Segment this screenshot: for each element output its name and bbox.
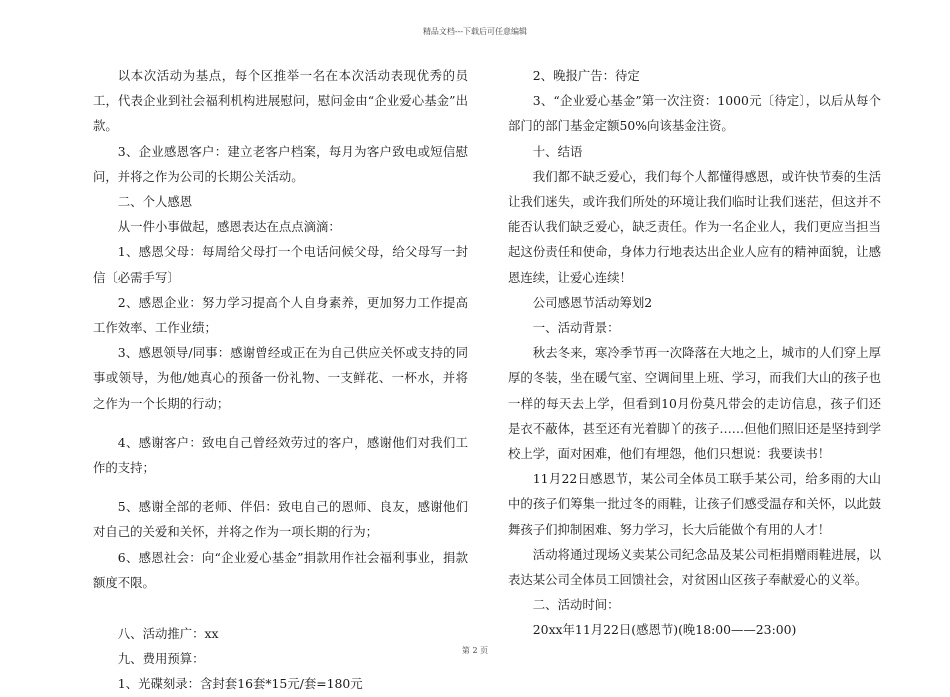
list-item: 1、光碟刻录：含封套16套*15元/套=180元 [117,676,363,692]
list-item: 5、感谢全部的老师、伴侣：致电自己的恩师、良友，感谢他们对自己的关爱和关怀，并将之作为一项长期的行为； [93,499,468,540]
left-column [93,63,468,697]
section-heading: 一、活动背景： [532,320,620,336]
section-heading: 九、费用预算： [117,651,205,667]
paragraph: 以本次活动为基点，每个区推举一名在本次活动表现优秀的员工，代表企业到社会福利机构进展慰问，慰问金由“企业爱心基金”出款。 [93,68,468,134]
paragraph: 秋去冬来，寒冷季节再一次降落在大地之上，城市的人们穿上厚厚的冬装，坐在暖气室、空调间里上班、学习，而我们大山的孩子也一样的每天去上学，但看到10月份莫凡带会的走访信息，孩子们还是衣不蔽体，甚至还有光着脚丫的孩子……但他们照旧还是坚持到学校上学，面对困难，他们有埋怨，他们只想说：我要读书！ [508,345,881,462]
section-heading: 十、结语 [532,143,583,159]
paragraph: 我们都不缺乏爱心，我们每个人都懂得感恩，或许快节奏的生活让我们迷失，或许我们所处的环境让我们临时让我们迷茫，但这并不能否认我们缺乏爱心，缺乏责任。作为一名企业人，我们更应当担当起这份责任和使命，身体力行地表达出企业人应有的精神面貌，让感恩连续，让爱心连续！ [508,168,881,285]
list-item: 2、晚报广告：待定 [532,68,640,83]
paragraph: 11月22日感恩节，某公司全体员工联手某公司，给多雨的大山中的孩子们筹集一批过冬的雨鞋，让孩子们感受温存和关怀，以此鼓舞孩子们抑制困难、努力学习，长大后能做个有用的人才！ [508,471,881,537]
page-number: 第 2 页 [461,646,489,655]
document-title: 公司感恩节活动筹划2 [532,294,653,310]
paragraph: 活动将通过现场义卖某公司纪念品及某公司柜捐赠雨鞋进展，以表达某公司全体员工回馈社会，对贫困山区孩子奉献爱心的义举。 [508,546,881,588]
section-heading: 二、活动时间： [532,597,620,613]
list-item: 3、“企业爱心基金”第一次注资：1000元〔待定〕，以后从每个部门的部门基金定额50%向该基金注资。 [508,93,881,134]
list-item: 2、感恩企业：努力学习提高个人自身素养，更加努力工作提高工作效率、工作业绩； [93,294,468,336]
list-item: 6、感恩社会：向“企业爱心基金”捐款用作社会福利事业，捐款额度不限。 [93,549,468,590]
list-item: 4、感谢客户：致电自己曾经效劳过的客户，感谢他们对我们工作的支持； [93,434,468,476]
list-item: 3、感恩领导/同事：感谢曾经或正在为自己供应关怀或支持的同事或领导，为他/她真心的预备一份礼物、一支鲜花、一杯水，并将之作为一个长期的行动； [93,345,468,411]
paragraph: 从一件小事做起，感恩表达在点点滴滴： [117,219,341,235]
section-heading: 八、活动推广：xx [117,626,219,642]
right-column [508,63,881,643]
page-header: 精品文档---下载后可任意编辑 [422,27,528,36]
paragraph: 3、企业感恩客户：建立老客户档案，每月为客户致电或短信慰问，并将之作为公司的长期公关活动。 [93,143,468,184]
list-item: 1、感恩父母：每周给父母打一个电话问候父母，给父母写一封信〔必需手写〕 [93,244,468,285]
paragraph: 20xx年11月22日(感恩节)(晚18:00——23:00) [532,622,797,638]
section-heading: 二、个人感恩 [117,194,193,210]
